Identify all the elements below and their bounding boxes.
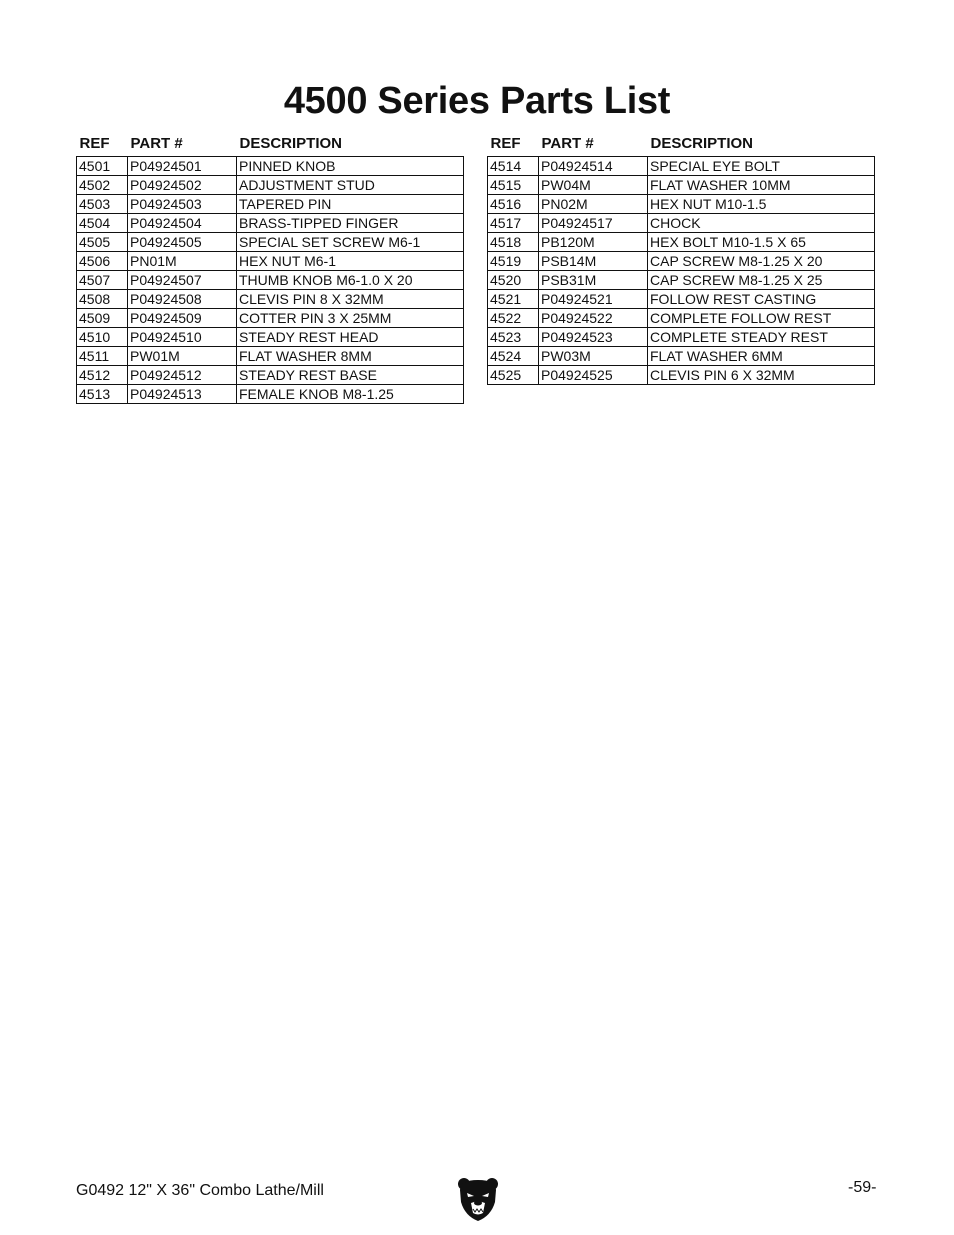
table-row (77, 290, 464, 309)
ref-cell: 4507 (77, 271, 128, 290)
table-row (77, 157, 464, 176)
ref-cell: 4521 (488, 290, 539, 309)
table-row (77, 176, 464, 195)
parts-table-right (487, 134, 875, 385)
table-row (77, 252, 464, 271)
column-header-ref: REF (79, 135, 110, 152)
part-cell: P04924504 (128, 214, 237, 233)
part-cell: P04924501 (128, 157, 237, 176)
description-cell: COMPLETE STEADY REST (648, 328, 875, 347)
description-cell: CAP SCREW M8-1.25 X 20 (648, 252, 875, 271)
ref-cell: 4509 (77, 309, 128, 328)
part-cell: P04924522 (539, 309, 648, 328)
part-cell: P04924507 (128, 271, 237, 290)
ref-cell: 4501 (77, 157, 128, 176)
description-cell: STEADY REST HEAD (237, 328, 464, 347)
description-cell: TAPERED PIN (237, 195, 464, 214)
parts-table-left (76, 134, 464, 404)
ref-cell: 4523 (488, 328, 539, 347)
table-row (488, 366, 875, 385)
description-cell: STEADY REST BASE (237, 366, 464, 385)
table-row (77, 385, 464, 404)
description-cell: SPECIAL EYE BOLT (648, 157, 875, 176)
part-cell: P04924505 (128, 233, 237, 252)
ref-cell: 4513 (77, 385, 128, 404)
description-cell: FLAT WASHER 6MM (648, 347, 875, 366)
ref-cell: 4508 (77, 290, 128, 309)
description-cell: FLAT WASHER 10MM (648, 176, 875, 195)
column-header-description: DESCRIPTION (650, 135, 754, 152)
part-cell: P04924523 (539, 328, 648, 347)
column-header-part: PART # (130, 135, 183, 152)
table-row (488, 176, 875, 195)
table-row (488, 157, 875, 176)
table-header-row (488, 134, 875, 157)
table-header-row (77, 134, 464, 157)
ref-cell: 4525 (488, 366, 539, 385)
table-row (77, 271, 464, 290)
table-row (488, 271, 875, 290)
table-row (77, 214, 464, 233)
part-cell: P04924514 (539, 157, 648, 176)
part-cell: PSB14M (539, 252, 648, 271)
description-cell: CLEVIS PIN 6 X 32MM (648, 366, 875, 385)
ref-cell: 4511 (77, 347, 128, 366)
description-cell: FLAT WASHER 8MM (237, 347, 464, 366)
ref-cell: 4524 (488, 347, 539, 366)
part-cell: P04924525 (539, 366, 648, 385)
description-cell: SPECIAL SET SCREW M6-1 (237, 233, 464, 252)
table-row (77, 328, 464, 347)
part-cell: P04924502 (128, 176, 237, 195)
table-row (488, 290, 875, 309)
table-row (77, 233, 464, 252)
description-cell: THUMB KNOB M6-1.0 X 20 (237, 271, 464, 290)
part-cell: PB120M (539, 233, 648, 252)
table-row (77, 195, 464, 214)
description-cell: CHOCK (648, 214, 875, 233)
ref-cell: 4505 (77, 233, 128, 252)
ref-cell: 4506 (77, 252, 128, 271)
part-cell: P04924521 (539, 290, 648, 309)
table-row (77, 309, 464, 328)
description-cell: COTTER PIN 3 X 25MM (237, 309, 464, 328)
part-cell: P04924509 (128, 309, 237, 328)
ref-cell: 4517 (488, 214, 539, 233)
description-cell: HEX NUT M10-1.5 (648, 195, 875, 214)
description-cell: COMPLETE FOLLOW REST (648, 309, 875, 328)
ref-cell: 4510 (77, 328, 128, 347)
table-row (488, 347, 875, 366)
table-row (488, 214, 875, 233)
part-cell: P04924508 (128, 290, 237, 309)
page-number: -59- (848, 1179, 877, 1196)
column-header-ref: REF (490, 135, 521, 152)
table-row (488, 195, 875, 214)
page-title: 4500 Series Parts List (283, 80, 671, 122)
description-cell: FEMALE KNOB M8-1.25 (237, 385, 464, 404)
part-cell: P04924503 (128, 195, 237, 214)
description-cell: CLEVIS PIN 8 X 32MM (237, 290, 464, 309)
table-row (77, 347, 464, 366)
part-cell: PSB31M (539, 271, 648, 290)
description-cell: PINNED KNOB (237, 157, 464, 176)
table-row (77, 366, 464, 385)
part-cell: PN01M (128, 252, 237, 271)
part-cell: PW04M (539, 176, 648, 195)
ref-cell: 4514 (488, 157, 539, 176)
part-cell: P04924513 (128, 385, 237, 404)
ref-cell: 4518 (488, 233, 539, 252)
table-row (488, 328, 875, 347)
part-cell: P04924517 (539, 214, 648, 233)
part-cell: P04924510 (128, 328, 237, 347)
description-cell: HEX NUT M6-1 (237, 252, 464, 271)
ref-cell: 4512 (77, 366, 128, 385)
ref-cell: 4516 (488, 195, 539, 214)
description-cell: HEX BOLT M10-1.5 X 65 (648, 233, 875, 252)
ref-cell: 4503 (77, 195, 128, 214)
ref-cell: 4522 (488, 309, 539, 328)
part-cell: PW01M (128, 347, 237, 366)
ref-cell: 4515 (488, 176, 539, 195)
column-header-part: PART # (541, 135, 594, 152)
ref-cell: 4502 (77, 176, 128, 195)
description-cell: FOLLOW REST CASTING (648, 290, 875, 309)
footer-model-text: G0492 12" X 36" Combo Lathe/Mill (76, 1182, 324, 1199)
description-cell: CAP SCREW M8-1.25 X 25 (648, 271, 875, 290)
table-row (488, 233, 875, 252)
part-cell: PN02M (539, 195, 648, 214)
bear-head-icon (457, 1176, 499, 1222)
ref-cell: 4504 (77, 214, 128, 233)
ref-cell: 4520 (488, 271, 539, 290)
description-cell: BRASS-TIPPED FINGER (237, 214, 464, 233)
ref-cell: 4519 (488, 252, 539, 271)
table-row (488, 252, 875, 271)
column-header-description: DESCRIPTION (239, 135, 343, 152)
part-cell: P04924512 (128, 366, 237, 385)
description-cell: ADJUSTMENT STUD (237, 176, 464, 195)
part-cell: PW03M (539, 347, 648, 366)
table-row (488, 309, 875, 328)
